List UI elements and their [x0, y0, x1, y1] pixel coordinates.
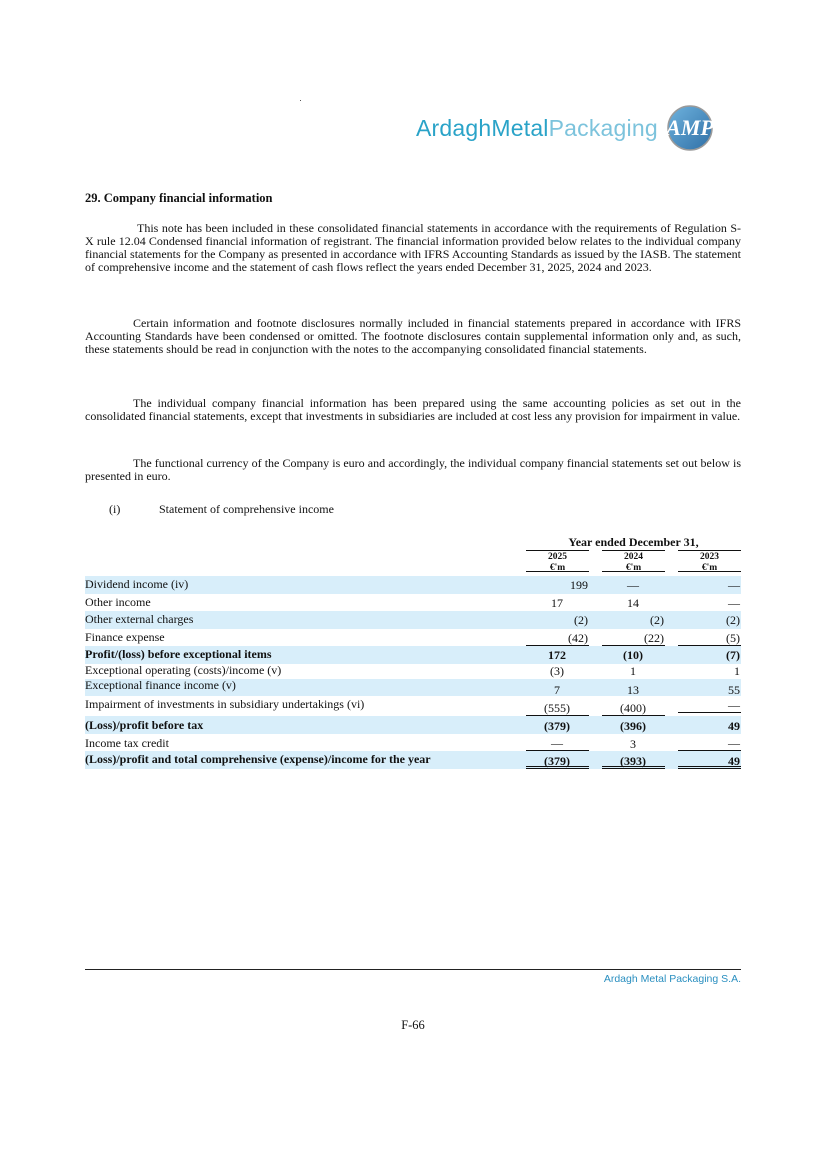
cell-2025: 7 [554, 682, 560, 697]
cell-2023: 55 [728, 682, 740, 697]
table-row [85, 696, 741, 716]
paragraph-4: The functional currency of the Company is euro and accordingly, the individual company financial statements set out below is presented in euro. [85, 456, 741, 483]
cell-2024: 1 [630, 663, 636, 678]
row-label: Exceptional operating (costs)/income (v) [85, 662, 282, 677]
period-header: Year ended December 31, [568, 535, 699, 549]
cell-2023: — [678, 736, 741, 751]
cell-2025: 17 [551, 595, 563, 610]
column-year: 2024 [624, 552, 643, 562]
cell-2025: (2) [574, 613, 588, 627]
cell-2023: — [728, 578, 740, 592]
column-unit: €'m [549, 563, 566, 573]
cell-2025: 199 [570, 578, 588, 592]
income-statement-table [85, 576, 741, 769]
footer-company-name: Ardagh Metal Packaging S.A. [603, 973, 741, 985]
cell-2023: 1 [734, 663, 740, 678]
row-label: Exceptional finance income (v) [85, 677, 236, 692]
cell-2023: 49 [678, 754, 741, 769]
logo-word-metal: Metal [491, 114, 549, 141]
table-row [85, 611, 741, 629]
paragraph-1: This note has been included in these consolidated financial statements in accordance with the requirements of Regulation S-X rule 12.04 Condensed financial information of registrant. The financial information provided below relates to the individual company financial statements for the Company as presented in accordance with IFRS Accounting Standards as issued by the IASB. The statement of comprehensive income and the statement of cash flows reflect the years ended December 31, 2025, 2024 and 2023. [85, 221, 741, 274]
cell-2024: 14 [627, 595, 639, 610]
row-label: Dividend income (iv) [85, 577, 189, 591]
cell-2024: — [627, 578, 639, 592]
row-label: Other income [85, 594, 151, 609]
cell-2023: (5) [678, 631, 741, 646]
cell-2025: 172 [548, 648, 566, 662]
subheading-text: Statement of comprehensive income [159, 502, 334, 516]
column-year: 2025 [548, 552, 567, 562]
column-header-2023 [678, 550, 741, 572]
row-label: (Loss)/profit before tax [85, 718, 204, 732]
cell-2024: (396) [620, 719, 646, 733]
row-label: Other external charges [85, 612, 194, 626]
footer-divider [85, 969, 741, 970]
cell-2024: (400) [602, 701, 665, 716]
cell-2024: (10) [623, 648, 643, 662]
subheading [109, 502, 334, 517]
cell-2024: 13 [627, 682, 639, 697]
cell-2025: (379) [526, 754, 589, 769]
table-row [85, 664, 741, 679]
table-row-subtotal [85, 716, 741, 734]
cell-2023: (7) [726, 648, 740, 662]
row-label: Income tax credit [85, 735, 169, 750]
cell-2024: 3 [602, 737, 665, 752]
section-heading: 29. Company financial information [85, 191, 273, 205]
cell-2024: (2) [650, 613, 664, 627]
row-label: Impairment of investments in subsidiary undertakings (vi) [85, 697, 365, 711]
cell-2025: (555) [526, 701, 589, 716]
logo-word-ardagh: Ardagh [416, 114, 492, 141]
row-label: Finance expense [85, 629, 165, 644]
cell-2023: — [678, 698, 741, 713]
cell-2023: — [728, 595, 740, 610]
row-label: (Loss)/profit and total comprehensive (expense)/income for the year [85, 752, 431, 766]
logo-letters: AMP [666, 115, 714, 140]
amp-logo-icon [666, 104, 714, 152]
table-row [85, 576, 741, 594]
table-row [85, 594, 741, 612]
logo-word-packaging: Packaging [548, 114, 658, 141]
table-row-subtotal [85, 646, 741, 664]
paragraph-2: Certain information and footnote disclosures normally included in financial statements prepared in accordance with IFRS Accounting Standards have been condensed or omitted. The footnote disclosures contain supplemental information only and, as such, these statements should be read in conjunction with the notes to the accompanying consolidated financial statements. [85, 316, 741, 356]
cell-2025: — [526, 736, 589, 751]
table-row [85, 734, 741, 752]
column-unit: €'m [625, 563, 642, 573]
column-unit: €'m [701, 563, 718, 573]
cell-2024: (22) [602, 631, 665, 646]
cell-2025: (379) [544, 719, 570, 733]
column-header-2024 [602, 550, 665, 572]
stray-dot [300, 100, 301, 101]
column-header-2025 [526, 550, 589, 572]
column-year: 2023 [700, 552, 719, 562]
company-logo [416, 104, 714, 152]
cell-2023: (2) [726, 613, 740, 627]
cell-2025: (3) [550, 663, 564, 678]
cell-2023: 49 [728, 719, 740, 733]
cell-2024: (393) [602, 754, 665, 769]
subheading-number: (i) [109, 502, 121, 516]
cell-2025: (42) [526, 631, 589, 646]
paragraph-3: The individual company financial information has been prepared using the same accounting policies as set out in the consolidated financial statements, except that investments in subsidiaries are included at cost less any provision for impairment in value. [85, 396, 741, 423]
logo-wordmark [416, 115, 658, 142]
table-row [85, 629, 741, 647]
row-label: Profit/(loss) before exceptional items [85, 647, 272, 661]
table-row [85, 679, 741, 697]
table-row-total [85, 751, 741, 769]
page-number: F-66 [401, 1018, 425, 1032]
